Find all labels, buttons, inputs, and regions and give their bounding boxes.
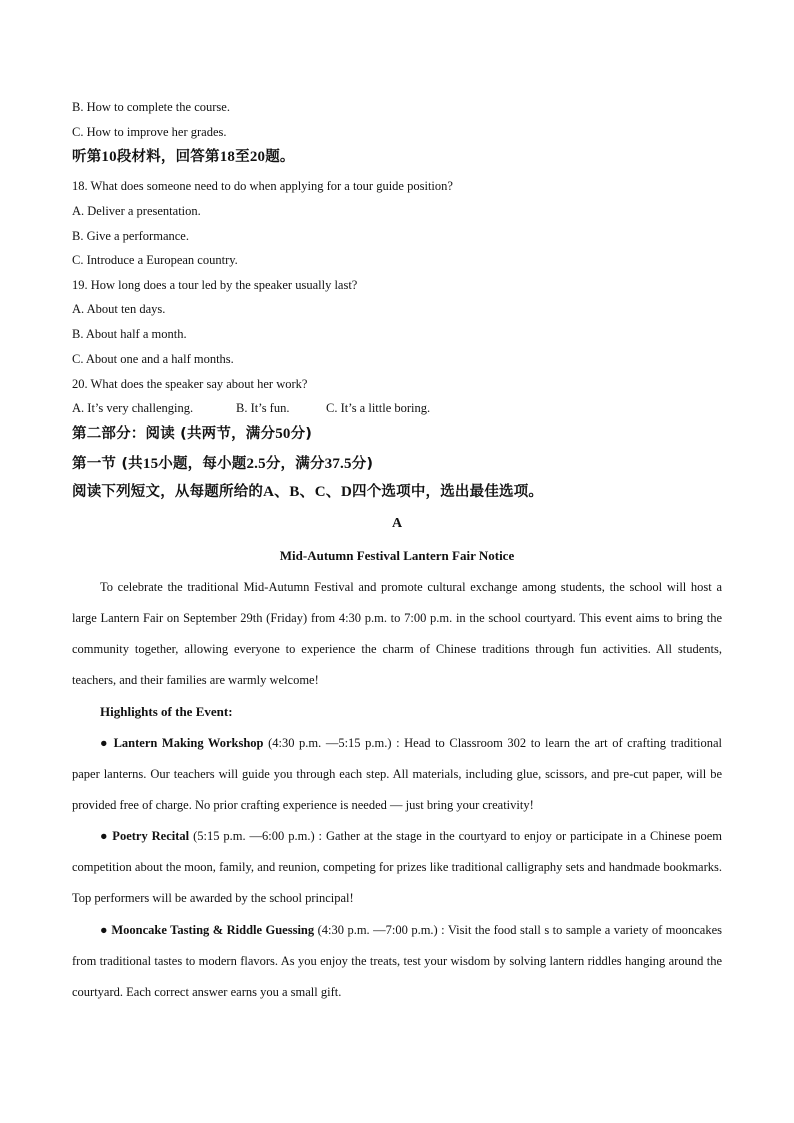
q18-option-a: A. Deliver a presentation.: [72, 204, 201, 218]
header-number: 18: [219, 149, 236, 165]
q17-option-c: C. How to improve her grades.: [72, 125, 227, 139]
highlight-mooncake-riddles: [72, 915, 722, 1008]
q20-option-a: A. It’s very challenging.: [72, 401, 194, 415]
header-number: 20: [249, 149, 266, 165]
header-text: 段材料，回答第: [116, 149, 220, 165]
instruction-letters: A、B、C、D: [263, 484, 353, 500]
highlight-time: (4:30 p.m. —5:15 p.m.) :: [263, 736, 405, 750]
highlight-time: (5:15 p.m. —6:00 p.m.) :: [189, 829, 326, 843]
highlight-name: ● Mooncake Tasting & Riddle Guessing: [100, 923, 315, 937]
passage-intro: To celebrate the traditional Mid-Autumn Festival and promote cultural exchange among students, the school will host a large Lantern Fair on September 29th (Friday) from 4:30 p.m. to 7:00 p.m. in the school courtyard. This event aims to bring the community together, allowing everyone to experience the charm of Chinese traditions through fun activities. All students, teachers, and their families are warmly welcome!: [72, 580, 722, 687]
header-text: 第一节 (共: [72, 456, 143, 472]
passage-letter: A: [391, 516, 403, 531]
section1-header: [72, 454, 373, 474]
reading-instructions: [72, 482, 543, 502]
header-text: 分): [351, 456, 374, 472]
highlight-name: ● Poetry Recital: [100, 829, 190, 843]
q20-option-c: C. It’s a little boring.: [326, 401, 431, 415]
header-number: 2.5: [246, 456, 266, 472]
q17-option-b: B. How to complete the course.: [72, 100, 230, 114]
instruction-text: 四个选项中，选出最佳选项。: [352, 484, 544, 500]
instruction-text: 阅读下列短文，从每题所给的: [72, 484, 264, 500]
header-text: 至: [235, 149, 250, 165]
q19-stem: 19. How long does a tour led by the speaker usually last?: [72, 278, 358, 292]
q19-option-a: A. About ten days.: [72, 302, 166, 316]
highlight-text: Visit the food stall s to sample a variety of mooncakes from traditional tastes to modern flavors. As you enjoy the treats, test your wisdom by solving lantern riddles hanging around the courtyard. Each correct answer earns you a small gift.: [72, 923, 722, 999]
header-text: 小题，每小题: [158, 456, 247, 472]
q19-option-c: C. About one and a half months.: [72, 352, 234, 366]
q18-stem: 18. What does someone need to do when applying for a tour guide position?: [72, 179, 453, 193]
q20-stem: 20. What does the speaker say about her work?: [72, 377, 308, 391]
header-number: 50: [275, 426, 291, 442]
passage-title: Mid-Autumn Festival Lantern Fair Notice: [279, 548, 515, 563]
header-text: 分，满分: [265, 456, 325, 472]
highlight-lantern-workshop: [72, 728, 722, 821]
header-text: 题。: [265, 149, 295, 165]
q20-option-b: B. It’s fun.: [236, 401, 290, 415]
q20-options-row: [72, 400, 430, 416]
q18-option-b: B. Give a performance.: [72, 229, 189, 243]
header-text: 第二部分：阅读 (共两节，满分: [72, 426, 276, 442]
header-number: 10: [101, 149, 117, 165]
highlight-name: ● Lantern Making Workshop: [100, 736, 264, 750]
header-text: 听第: [72, 149, 102, 165]
q18-option-c: C. Introduce a European country.: [72, 253, 238, 267]
highlight-text: Gather at the stage in the courtyard to enjoy or participate in a Chinese poem competition about the moon, family, and reunion, competing for prizes like traditional calligraphy sets and handmade bookmarks. Top performers will be awarded by the school principal!: [72, 829, 722, 905]
listening-section-10-header: [72, 147, 295, 167]
header-number: 37.5: [324, 456, 352, 472]
highlight-text: Head to Classroom 302 to learn the art of crafting traditional paper lanterns. Our teachers will guide you through each step. All materials, including glue, scissors, and pre-cut paper, will be provided free of charge. No prior crafting experience is needed — just bring your creativity!: [72, 736, 722, 812]
header-number: 15: [142, 456, 159, 472]
highlights-title: Highlights of the Event:: [100, 704, 233, 719]
q19-option-b: B. About half a month.: [72, 327, 187, 341]
highlight-time: (4:30 p.m. —7:00 p.m.) :: [314, 923, 448, 937]
highlight-poetry-recital: [72, 821, 722, 914]
part2-header: [72, 424, 312, 444]
header-text: 分): [290, 426, 313, 442]
